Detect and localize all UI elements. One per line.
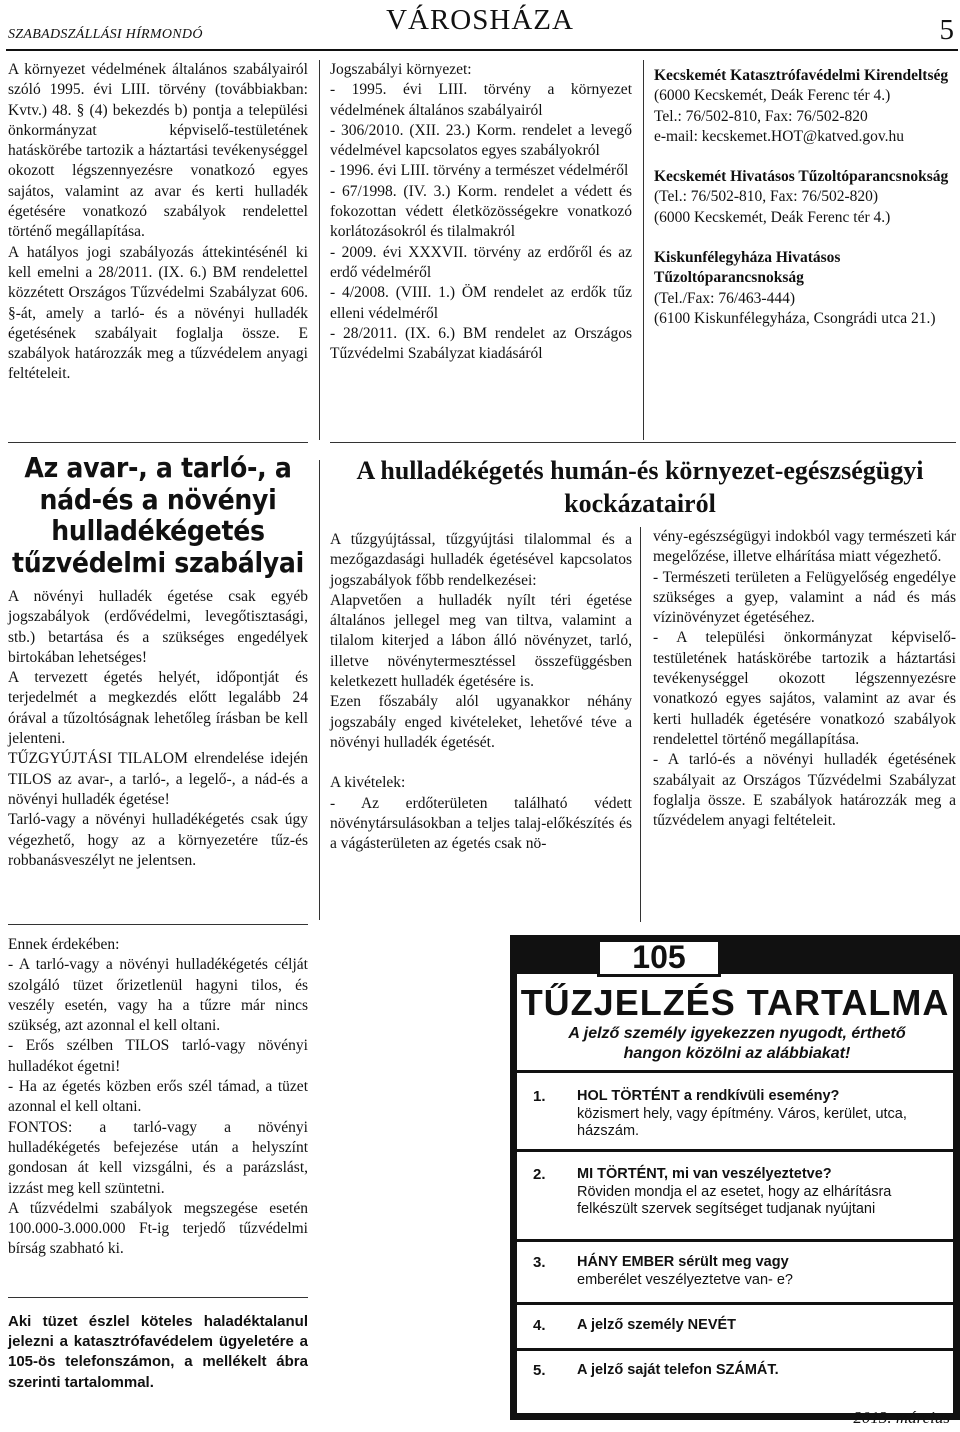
step-number: 1.	[533, 1088, 546, 1105]
legal-item: - 1995. évi LIII. törvény a környezet védelmének általános szabályairól	[330, 81, 632, 119]
article-paragraph: - A tarló-vagy a növényi hulladékégetés célját szolgáló tüzet őrizetlenül hagyni tilos, és veszély esetén, vagy ha a tűzre már nincs szükség, azt azonnal el kell oltani.	[8, 956, 308, 1035]
publication-name: SZABADSZÁLLÁSI HÍRMONDÓ	[8, 27, 203, 42]
step-detail: közismert hely, vagy építmény. Város, kerület, utca, házszám.	[577, 1105, 907, 1139]
article-paragraph: TŰZGYÚJTÁSI TILALOM elrendelése idején TILOS az avar-, a tarló-, a legelő-, a nád-és a növényi hulladék égetése!	[8, 750, 308, 808]
article-paragraph: vény-egészségügyi indokból vagy természeti kár megelőzése, illetve elhárítása miatt végezhető.	[653, 528, 956, 566]
step-text	[577, 1317, 927, 1335]
step-number: 3.	[533, 1254, 546, 1271]
article-body	[8, 587, 308, 871]
step-lead: A jelző személy NEVÉT	[577, 1317, 737, 1333]
section-divider	[8, 924, 308, 925]
article-paragraph: A tűzgyújtással, tűzgyújtási tilalommal és a mezőgazdasági hulladék égetésével kapcsolatos jogszabályok főbb rendelkezései:	[330, 531, 632, 589]
contact-block	[654, 66, 956, 147]
step-lead: HOL TÖRTÉNT a rendkívüli esemény?	[577, 1088, 840, 1104]
step-divider	[517, 1149, 953, 1152]
article-paragraph: A növényi hulladék égetése csak egyéb jogszabályok (erdővédelmi, levegőtisztasági, stb.) betartása és a szükséges engedélyek birtokában lehetséges!	[8, 588, 308, 666]
section-divider	[8, 1297, 308, 1298]
contact-line: (Tel.: 76/502-810, Fax: 76/502-820)	[654, 188, 879, 206]
article-paragraph: - A tarló-és a növényi hulladék égetésének szabályait az Országos Tűzvédelmi Szabályzat foglalja össze. E szabályok határozzák meg a tűzvédelem anyagi feltételeit.	[653, 751, 956, 830]
article-title: A hulladékégetés humán-és környezet-egészségügyi kockázatairól	[356, 456, 924, 518]
article-paragraph: Ennek érdekében:	[8, 936, 120, 953]
legal-item: - 28/2011. (IX. 6.) BM rendelet az Országos Tűzvédelmi Szabályzat kiadásáról	[330, 324, 632, 363]
column-divider	[319, 60, 320, 440]
legal-environment	[330, 60, 632, 364]
page-number: 5	[939, 14, 954, 46]
step-lead: A jelző saját telefon SZÁMÁT.	[577, 1362, 779, 1378]
article-paragraph: Ezen főszabály alól ugyanakkor néhány jogszabály enged kivételeket, lehetővé téve a növényi hulladék égetését.	[330, 693, 632, 751]
contact-line: (6000 Kecskemét, Deák Ferenc tér 4.)	[654, 87, 891, 105]
infographic-rule	[517, 1070, 953, 1073]
step-detail: emberélet veszélyeztetve van- e?	[577, 1271, 793, 1288]
legal-heading: Jogszabályi környezet:	[330, 61, 472, 78]
column-divider	[319, 460, 320, 920]
contact-name: Kiskunfélegyháza Hivatásos Tűzoltóparancsnokság	[654, 249, 841, 287]
step-lead: MI TÖRTÉNT, mi van veszélyeztetve?	[577, 1166, 832, 1182]
step-text	[577, 1362, 927, 1380]
article-paragraph: FONTOS: a tarló-vagy a növényi hulladékégetés befejezése után a helyszínt gondosan át kell vizsgálni, és a parázslást, izzást meg kell szüntetni.	[8, 1118, 308, 1197]
step-text	[577, 1166, 927, 1219]
contact-line: Tel.: 76/502-810, Fax: 76/502-820	[654, 107, 868, 125]
step-detail: Röviden mondja el az esetet, hogy az elhárításra felkészült szervek segítséget tudjanak nyújtani	[577, 1183, 892, 1217]
step-text	[577, 1254, 927, 1289]
contact-block	[654, 167, 956, 228]
article-paragraph: - Természeti területen a Felügyelőség engedélye szükséges a gyep, valamint a nád és más vízinövényzet égetéséhez.	[653, 568, 956, 627]
emergency-notice: Aki tüzet észlel köteles haladéktalanul jelezni a katasztrófavédelem ügyeletére a 105-ös telefonszámon, a mellékelt ábra szerinti tartalommal.	[8, 1313, 308, 1391]
emergency-number: 105	[597, 937, 721, 977]
article-body	[330, 530, 632, 854]
article-paragraph: - Az erdőterületen található védett növénytársulásokban a teljes talaj-előkészítés és a vágásterületen az égetés csak nö-	[330, 794, 632, 853]
contact-line: (6000 Kecskemét, Deák Ferenc tér 4.)	[654, 208, 891, 226]
header-rule	[6, 49, 958, 51]
contact-name: Kecskemét Hivatásos Tűzoltóparancsnokság	[654, 168, 949, 186]
section-divider	[330, 442, 956, 443]
step-number: 2.	[533, 1166, 546, 1183]
contact-block	[654, 248, 956, 329]
article-paragraph: Tarló-vagy a növényi hulladékégetés csak úgy végezhető, hogy az a környezetére tűz-és robbanásveszélyt ne jelentsen.	[8, 811, 308, 869]
contact-line: (6100 Kiskunfélegyháza, Csongrádi utca 21.)	[654, 309, 936, 327]
infographic-subtitle: A jelző személy igyekezzen nyugodt, érthető hangon közölni az alábbiakat!	[568, 1025, 906, 1062]
contact-name: Kecskemét Katasztrófavédelmi Kirendeltség	[654, 67, 949, 84]
column-divider	[640, 527, 641, 922]
step-number: 4.	[533, 1317, 546, 1334]
step-divider	[517, 1348, 953, 1351]
fire-report-infographic	[510, 935, 960, 1420]
article-paragraph: - Ha az égetés közben erős szél támad, a tüzet azonnal el kell oltani.	[8, 1078, 308, 1116]
article-paragraph: Alapvetően a hulladék nyílt téri égetése általános jellegel meg van tiltva, valamint a tilalom kiterjed a lábon álló növényzet, tarló, illetve növénytermesztéssel összefüggésben keletkezett hulladék égetésére is.	[330, 591, 632, 691]
article-body-continued	[8, 935, 308, 1260]
step-divider	[517, 1302, 953, 1305]
article-paragraph: A tervezett égetés helyét, időpontját és terjedelmét a megkezdés előtt legalább 24 órával a tűzoltóságnak lehetőleg írásban be kell jelenteni.	[8, 669, 308, 748]
step-lead: HÁNY EMBER sérült meg vagy	[577, 1254, 789, 1270]
step-text	[577, 1088, 927, 1141]
exceptions-heading: A kivételek:	[330, 774, 406, 792]
legal-item: - 2009. évi XXXVII. törvény az erdőről és az erdő védelméről	[330, 243, 632, 281]
intro-text	[8, 60, 308, 385]
legal-item: - 306/2010. (XII. 23.) Korm. rendelet a levegő védelmével kapcsolatos egyes szabályokról	[330, 121, 632, 160]
article-paragraph: - A települési önkormányzat képviselő-testületének hatáskörébe tartozik a háztartási tevékenységgel okozott légszennyezésre vonatkozó egyes sajátos, valamint az avar és kerti hulladék égetésére vonatkozó szabályok rendelettel történő megállapítása.	[653, 629, 956, 748]
contact-line: e-mail: kecskemet.HOT@katved.gov.hu	[654, 127, 904, 145]
issue-date: 2013. március	[853, 1408, 950, 1427]
legal-item: - 1996. évi LIII. törvény a természet védelméről	[330, 162, 629, 180]
column-divider	[643, 60, 644, 440]
legal-item: - 67/1998. (IV. 3.) Korm. rendelet a védett és fokozottan védett életközösségekre vonatkozó korlátozásokról és tilalmakról	[330, 182, 632, 241]
article-paragraph: A tűzvédelmi szabályok megszegése esetén 100.000-3.000.000 Ft-ig terjedő tűzvédelmi bírság szabható ki.	[8, 1199, 308, 1258]
step-number: 5.	[533, 1362, 546, 1379]
step-divider	[517, 1239, 953, 1242]
intro-paragraph: A környezet védelmének általános szabályairól szóló 1995. évi LIII. törvény (továbbiakban: Kvtv.) 48. § (4) bekezdés b) pontja a települési önkormányzat képviselő-testületének hatáskörébe tartozik a háztartási tevékenységgel okozott légszennyezésre vonatkozó egyes sajátos, valamint az avar és kerti hulladék égetésére vonatkozó szabályok rendelettel történő megállapítása.	[8, 61, 308, 241]
section-title: VÁROSHÁZA	[386, 4, 574, 36]
infographic-top-bar	[517, 942, 953, 974]
contacts	[654, 66, 956, 349]
article-paragraph: - Erős szélben TILOS tarló-vagy növényi hulladékot égetni!	[8, 1037, 308, 1075]
article-title: Az avar-, a tarló-, a nád-és a növényi hulladékégetés tűzvédelmi szabályai	[12, 451, 304, 579]
section-divider	[8, 442, 308, 443]
legal-item: - 4/2008. (VIII. 1.) ÖM rendelet az erdők tűz elleni védelméről	[330, 284, 632, 322]
contact-line: (Tel./Fax: 76/463-444)	[654, 289, 795, 307]
infographic-title: TŰZJELZÉS TARTALMA	[520, 982, 950, 1023]
intro-paragraph: A hatályos jogi szabályozás áttekintésénél ki kell emelni a 28/2011. (IX. 6.) BM rendelettel közzétett Országos Tűzvédelmi Szabályzat 606. §-át, amely a tarló- és a növényi hulladék égetésének szabályait foglalja össze. E szabályok határozzák meg a tűzvédelem anyagi feltételeit.	[8, 243, 308, 383]
article-body-continued	[653, 527, 956, 831]
